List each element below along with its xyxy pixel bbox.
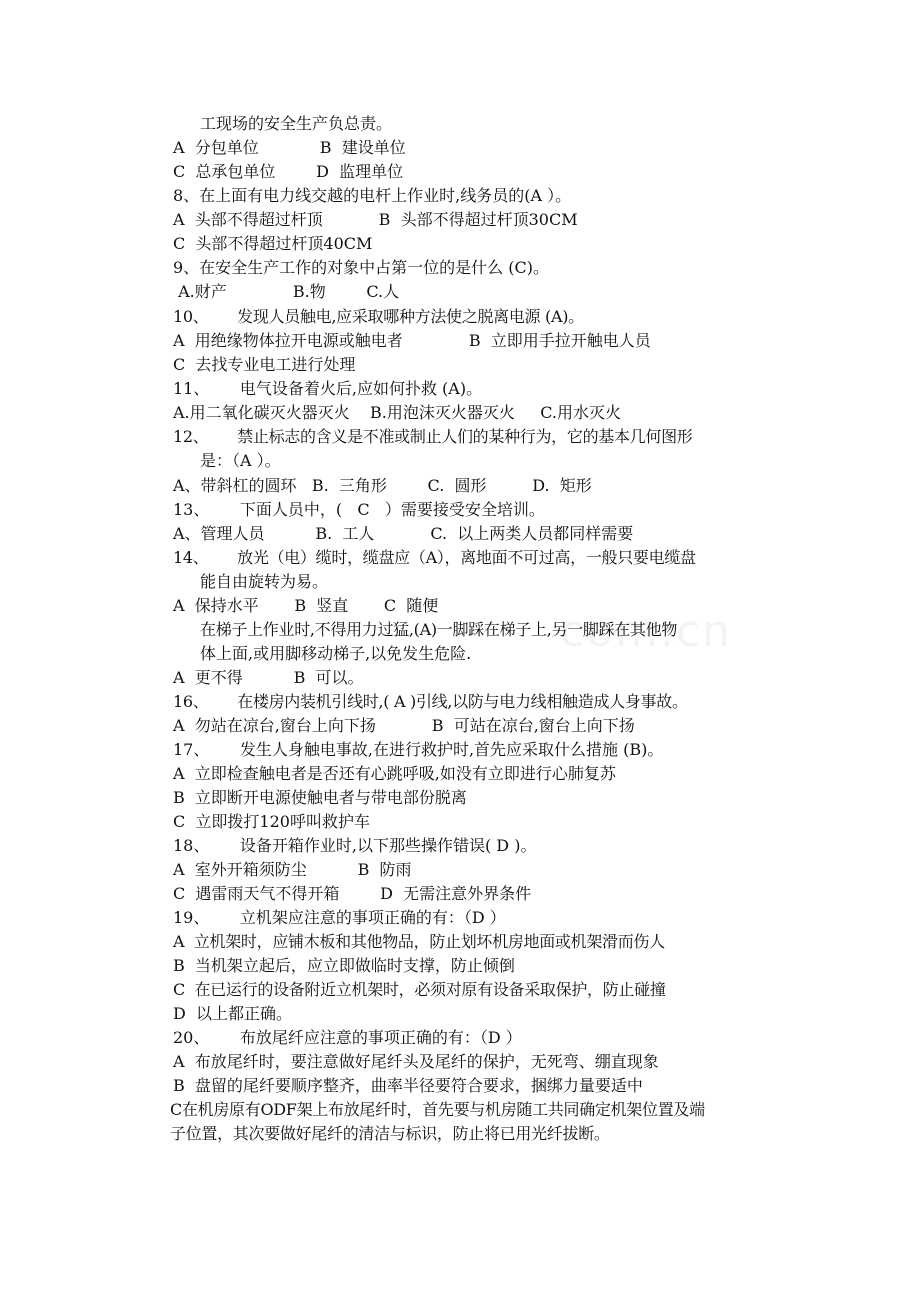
text-line: C 遇雷雨天气不得开箱 D 无需注意外界条件	[173, 884, 532, 903]
text-line: 18、 设备开箱作业时,以下那些操作错误( D )。	[173, 836, 537, 855]
text-line: C 立即拨打120呼叫救护车	[173, 812, 370, 831]
text-line: A 更不得 B 可以。	[173, 668, 364, 687]
text-line: 20、 布放尾纤应注意的事项正确的有：（D ）	[173, 1028, 522, 1047]
text-line: A.财产 B.物 C.人	[173, 282, 400, 301]
text-line: C 头部不得超过杆顶40CM	[173, 234, 373, 253]
text-line: A 立机架时，应铺木板和其他物品，防止划坏机房地面或机架滑而伤人	[173, 932, 665, 951]
text-line: 在梯子上作业时,不得用力过猛,(A)一脚踩在梯子上,另一脚踩在其他物	[200, 620, 678, 639]
text-line: 19、 立机架应注意的事项正确的有：（D ）	[173, 908, 506, 927]
text-line: A 勿站在凉台,窗台上向下扬 B 可站在凉台,窗台上向下扬	[173, 716, 635, 735]
text-line: 工现场的安全生产负总责。	[200, 114, 393, 133]
text-line: C在机房原有ODF架上布放尾纤时，首先要与机房随工共同确定机架位置及端	[170, 1100, 705, 1119]
text-line: 是：（A ）。	[200, 451, 281, 470]
text-line: C 总承包单位 D 监理单位	[173, 162, 404, 181]
text-line: B 盘留的尾纤要顺序整齐，曲率半径要符合要求，捆绑力量要适中	[173, 1076, 643, 1095]
text-line: A 头部不得超过杆顶 B 头部不得超过杆顶30CM	[173, 210, 578, 229]
text-line: 11、 电气设备着火后,应如何扑救 (A)。	[173, 379, 483, 398]
text-line: 9、在安全生产工作的对象中占第一位的是什么 (C)。	[173, 258, 549, 277]
text-line: 体上面,或用脚移动梯子,以免发生危险.	[200, 644, 472, 663]
text-line: C 去找专业电工进行处理	[173, 355, 356, 374]
text-line: B 当机架立起后，应立即做临时支撑，防止倾倒	[173, 956, 515, 975]
text-line: A、管理人员 B. 工人 C. 以上两类人员都同样需要	[173, 524, 634, 543]
text-line: C 在已运行的设备附近立机架时，必须对原有设备采取保护，防止碰撞	[173, 980, 666, 999]
text-line: 10、 发现人员触电,应采取哪种方法使之脱离电源 (A)。	[173, 307, 584, 326]
text-line: A 室外开箱须防尘 B 防雨	[173, 860, 412, 879]
text-line: A 分包单位 B 建设单位	[173, 138, 406, 157]
text-line: A 布放尾纤时，要注意做好尾纤头及尾纤的保护，无死弯、绷直现象	[173, 1052, 659, 1071]
text-line: A.用二氧化碳灭火器灭火 B.用泡沫灭火器灭火 C.用水灭火	[173, 403, 622, 422]
watermark	[560, 606, 732, 657]
text-line: B 立即断开电源使触电者与带电部份脱离	[173, 788, 467, 807]
text-line: A 保持水平 B 竖直 C 随便	[173, 596, 439, 615]
text-line: A 立即检查触电者是否还有心跳呼吸,如没有立即进行心肺复苏	[173, 764, 616, 783]
text-line: 17、 发生人身触电事故,在进行救护时,首先应采取什么措施 (B)。	[173, 740, 664, 759]
text-line: 8、在上面有电力线交越的电杆上作业时,线务员的(A ）。	[173, 186, 572, 205]
text-line: 16、 在楼房内装机引线时,( A )引线,以防与电力线相触造成人身事故。	[173, 692, 688, 711]
text-line: 12、 禁止标志的含义是不准或制止人们的某种行为，它的基本几何图形	[173, 427, 693, 446]
text-line: D 以上都正确。	[173, 1004, 293, 1023]
text-line: 14、 放光（电）缆时，缆盘应（A），离地面不可过高，一般只要电缆盘	[173, 548, 696, 567]
text-line: 13、 下面人员中，( C ）需要接受安全培训。	[173, 500, 545, 519]
text-line: A 用绝缘物体拉开电源或触电者 B 立即用手拉开触电人员	[173, 331, 651, 350]
text-line: A、带斜杠的圆环 B. 三角形 C. 圆形 D. 矩形	[173, 476, 592, 495]
text-line: 子位置，其次要做好尾纤的清洁与标识，防止将已用光纤拔断。	[170, 1124, 610, 1143]
text-line: 能自由旋转为易。	[200, 572, 329, 591]
